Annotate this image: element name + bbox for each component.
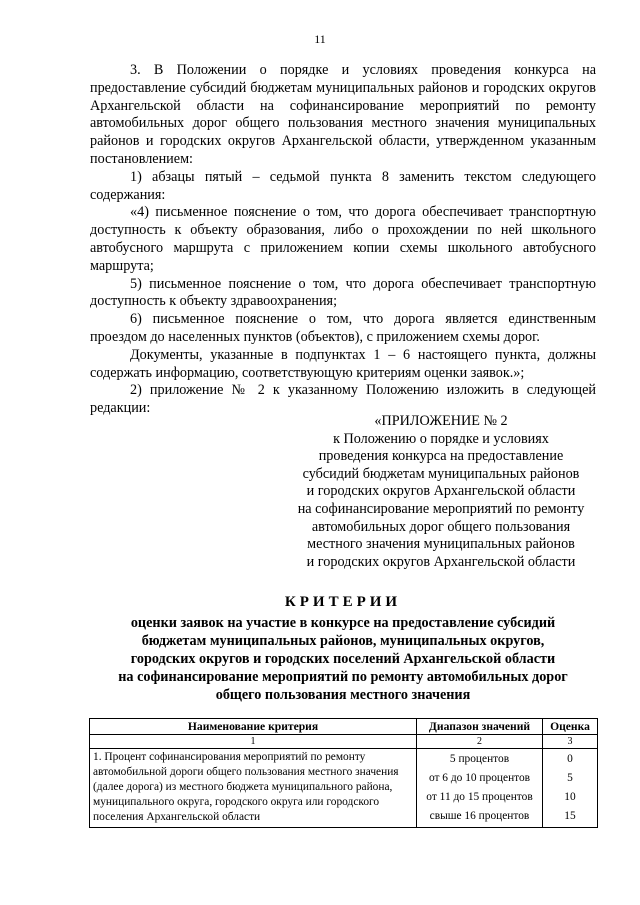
appendix-line: на софинансирование мероприятий по ремонту xyxy=(297,500,585,517)
value-range: от 11 до 15 процентов xyxy=(426,791,533,803)
paragraph: 5) письменное пояснение о том, что дорога обеспечивает транспортную доступность к объекту здравоохранения; xyxy=(90,275,596,310)
paragraph: Документы, указанные в подпунктах 1 – 6 настоящего пункта, должны содержать информацию, соответствующую критериям оценки заявок.»; xyxy=(90,346,596,381)
criteria-title: КРИТЕРИИ xyxy=(284,594,402,610)
appendix-line: автомобильных дорог общего пользования xyxy=(311,518,571,535)
appendix-line: субсидий бюджетам муниципальных районов xyxy=(302,465,580,482)
value-range: свыше 16 процентов xyxy=(429,810,530,822)
header-criterion-name: Наименование критерия xyxy=(90,719,417,735)
value-range: 5 процентов xyxy=(449,753,510,765)
appendix-line: «ПРИЛОЖЕНИЕ № 2 xyxy=(374,413,508,429)
score-value: 5 xyxy=(567,772,573,784)
paragraph: 1) абзацы пятый – седьмой пункта 8 заменить текстом следующего содержания: xyxy=(90,168,596,203)
value-range: от 6 до 10 процентов xyxy=(428,772,531,784)
appendix-line: проведения конкурса на предоставление xyxy=(318,448,564,465)
criteria-subtitle-line: общего пользования местного значения xyxy=(215,687,471,703)
paragraph: 3. В Положении о порядке и условиях проведения конкурса на предоставление субсидий бюджетам муниципальных районов и городских округов Архангельской области на софинансирование мероприятий по ремонту автомобильных дорог общего пользования местного значения муниципальных районов и городских округов Архангельской области, утвержденном указанным постановлением: xyxy=(90,62,596,167)
score-cell xyxy=(543,749,598,828)
header-score: Оценка xyxy=(543,719,598,735)
criteria-subtitle-line: оценки заявок на участие в конкурсе на предоставление субсидий xyxy=(130,615,556,631)
appendix-line: и городских округов Архангельской области xyxy=(306,483,576,500)
page-number: 11 xyxy=(314,32,326,46)
appendix-line: и городских округов Архангельской области xyxy=(306,553,576,570)
score-value: 15 xyxy=(564,810,576,822)
value-range-cell xyxy=(417,749,543,828)
criteria-subtitle xyxy=(90,614,596,704)
score-value: 10 xyxy=(564,791,576,803)
paragraph: «4) письменное пояснение о том, что дорога обеспечивает транспортную доступность к объекту образования, либо о прохождении по ней школьного автобусного маршрута с приложением копии схемы школьного автобусного маршрута; xyxy=(90,204,596,274)
table-header-row xyxy=(90,719,598,735)
appendix-line: местного значения муниципальных районов xyxy=(307,536,575,553)
appendix-header xyxy=(276,413,606,571)
header-value-range: Диапазон значений xyxy=(417,719,543,735)
criterion-name-cell: 1. Процент софинансирования мероприятий по ремонту автомобильной дороги общего пользования местного значения (далее дорога) из местного бюджета муниципального района, муниципального округа, городского округа или городского поселения Архангельской области xyxy=(90,749,417,828)
criteria-subtitle-line: бюджетам муниципальных районов, муниципальных округов, xyxy=(141,633,545,649)
paragraph: 6) письменное пояснение о том, что дорога является единственным проездом до населенных пунктов (объектов), с приложением схемы дорог. xyxy=(90,311,596,345)
appendix-line: к Положению о порядке и условиях xyxy=(333,430,549,447)
table-row xyxy=(90,749,598,828)
body-text xyxy=(90,62,596,418)
column-number: 1 xyxy=(90,735,417,749)
criteria-subtitle-line: городских округов и городских поселений Архангельской области xyxy=(130,651,556,667)
criteria-subtitle-line: на софинансирование мероприятий по ремонту автомобильных дорог xyxy=(118,669,568,685)
column-number: 3 xyxy=(543,735,598,749)
criteria-table xyxy=(89,718,598,828)
paragraph: 2) приложение № 2 к указанному Положению изложить в следующей редакции: xyxy=(90,382,596,417)
table-column-numbers-row xyxy=(90,735,598,749)
score-value: 0 xyxy=(567,753,573,765)
column-number: 2 xyxy=(417,735,543,749)
